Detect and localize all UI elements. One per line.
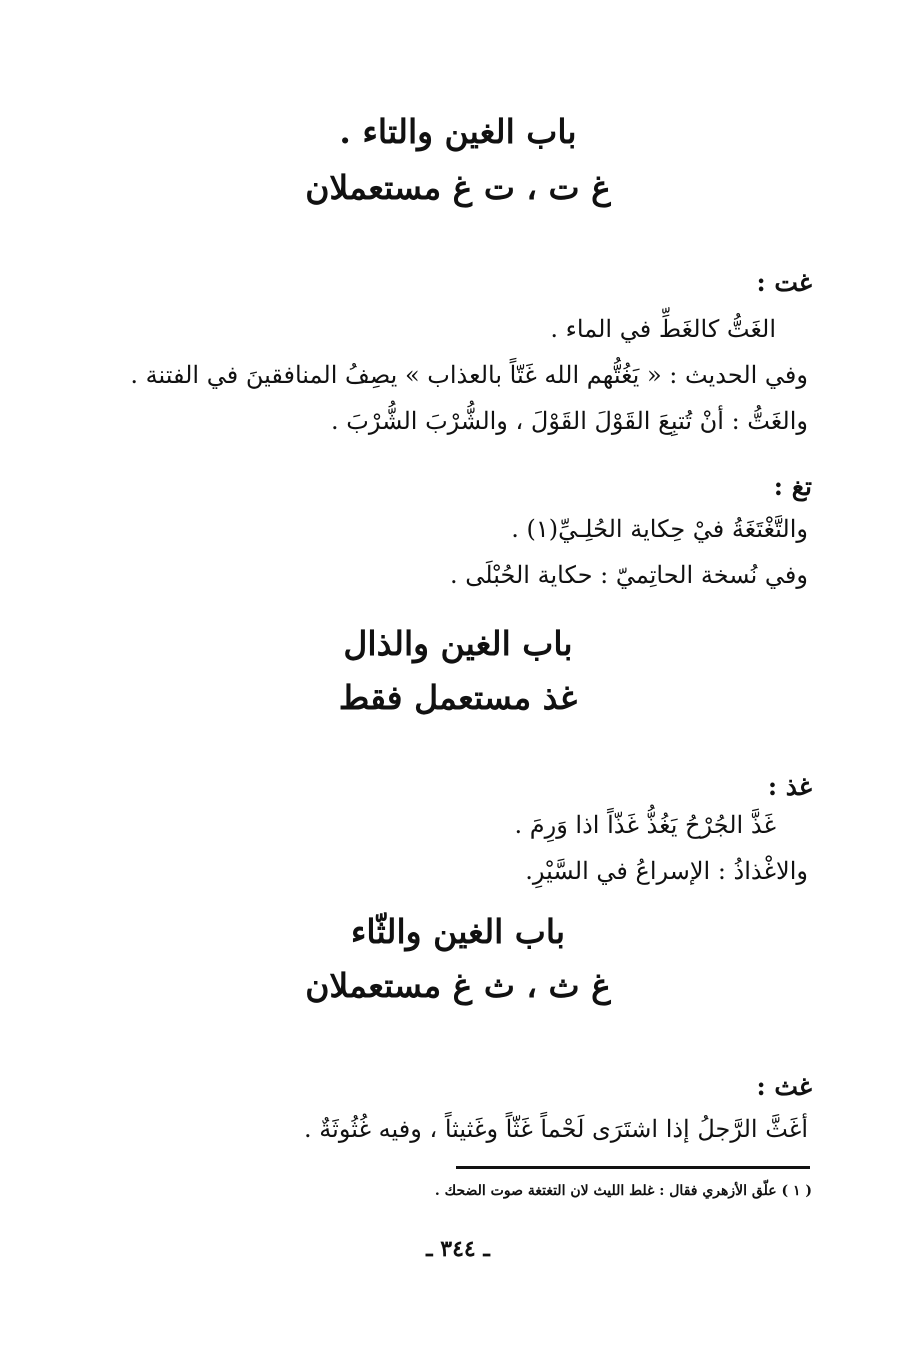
section-title: باب الغين والتاء . (339, 112, 577, 151)
footnote: ( ١ ) علّق الأزهري فقال : غلط الليث لان التغتغة صوت الضحك . (434, 1183, 812, 1199)
entry-headword: تغ : (773, 472, 812, 501)
entry-line: غَذَّ الجُرْحُ يَغُذُّ غَذّاً اذا وَرِمَ . (514, 811, 776, 839)
section-subtitle: غ ث ، ث غ مستعملان (305, 966, 611, 1005)
entry-line: والغَتُّ : أنْ تُتبِعَ القَوْلَ القَوْلَ ، والشُّرْبَ الشُّرْبَ . (330, 407, 808, 435)
entry-headword: غذ : (767, 772, 812, 801)
entry-line: أغَثَّ الرَّجلُ إذا اشتَرَى لَحْماً غَثّاً وغَثيثاً ، وفيه غُثُوثَةٌ . (304, 1115, 808, 1143)
section-subtitle: غذ مستعمل فقط (338, 678, 578, 717)
footnote-divider (456, 1166, 810, 1169)
entry-line: والتَّغْتَغَةُ فيْ حِكاية الحُلِـيِّ(١) . (511, 515, 808, 543)
section-title: باب الغين والثّاء (350, 912, 566, 951)
entry-line: والاغْذاذُ : الإسراعُ في السَّيْرِ. (525, 857, 808, 885)
page-number: ـ ٣٤٤ ـ (426, 1236, 490, 1262)
entry-headword: غث : (756, 1072, 812, 1101)
entry-headword: غت : (756, 268, 812, 297)
section-subtitle: غ ت ، ت غ مستعملان (305, 168, 611, 207)
entry-line: وفي الحديث : « يَغُتُّهم الله غَتّاً بالعذاب » يصِفُ المنافقينَ في الفتنة . (130, 361, 808, 389)
section-title: باب الغين والذال (343, 624, 573, 663)
entry-line: الغَتُّ كالغَطِّ في الماء . (550, 315, 776, 343)
entry-line: وفي نُسخة الحاتِميّ : حكاية الحُبْلَى . (450, 561, 808, 589)
